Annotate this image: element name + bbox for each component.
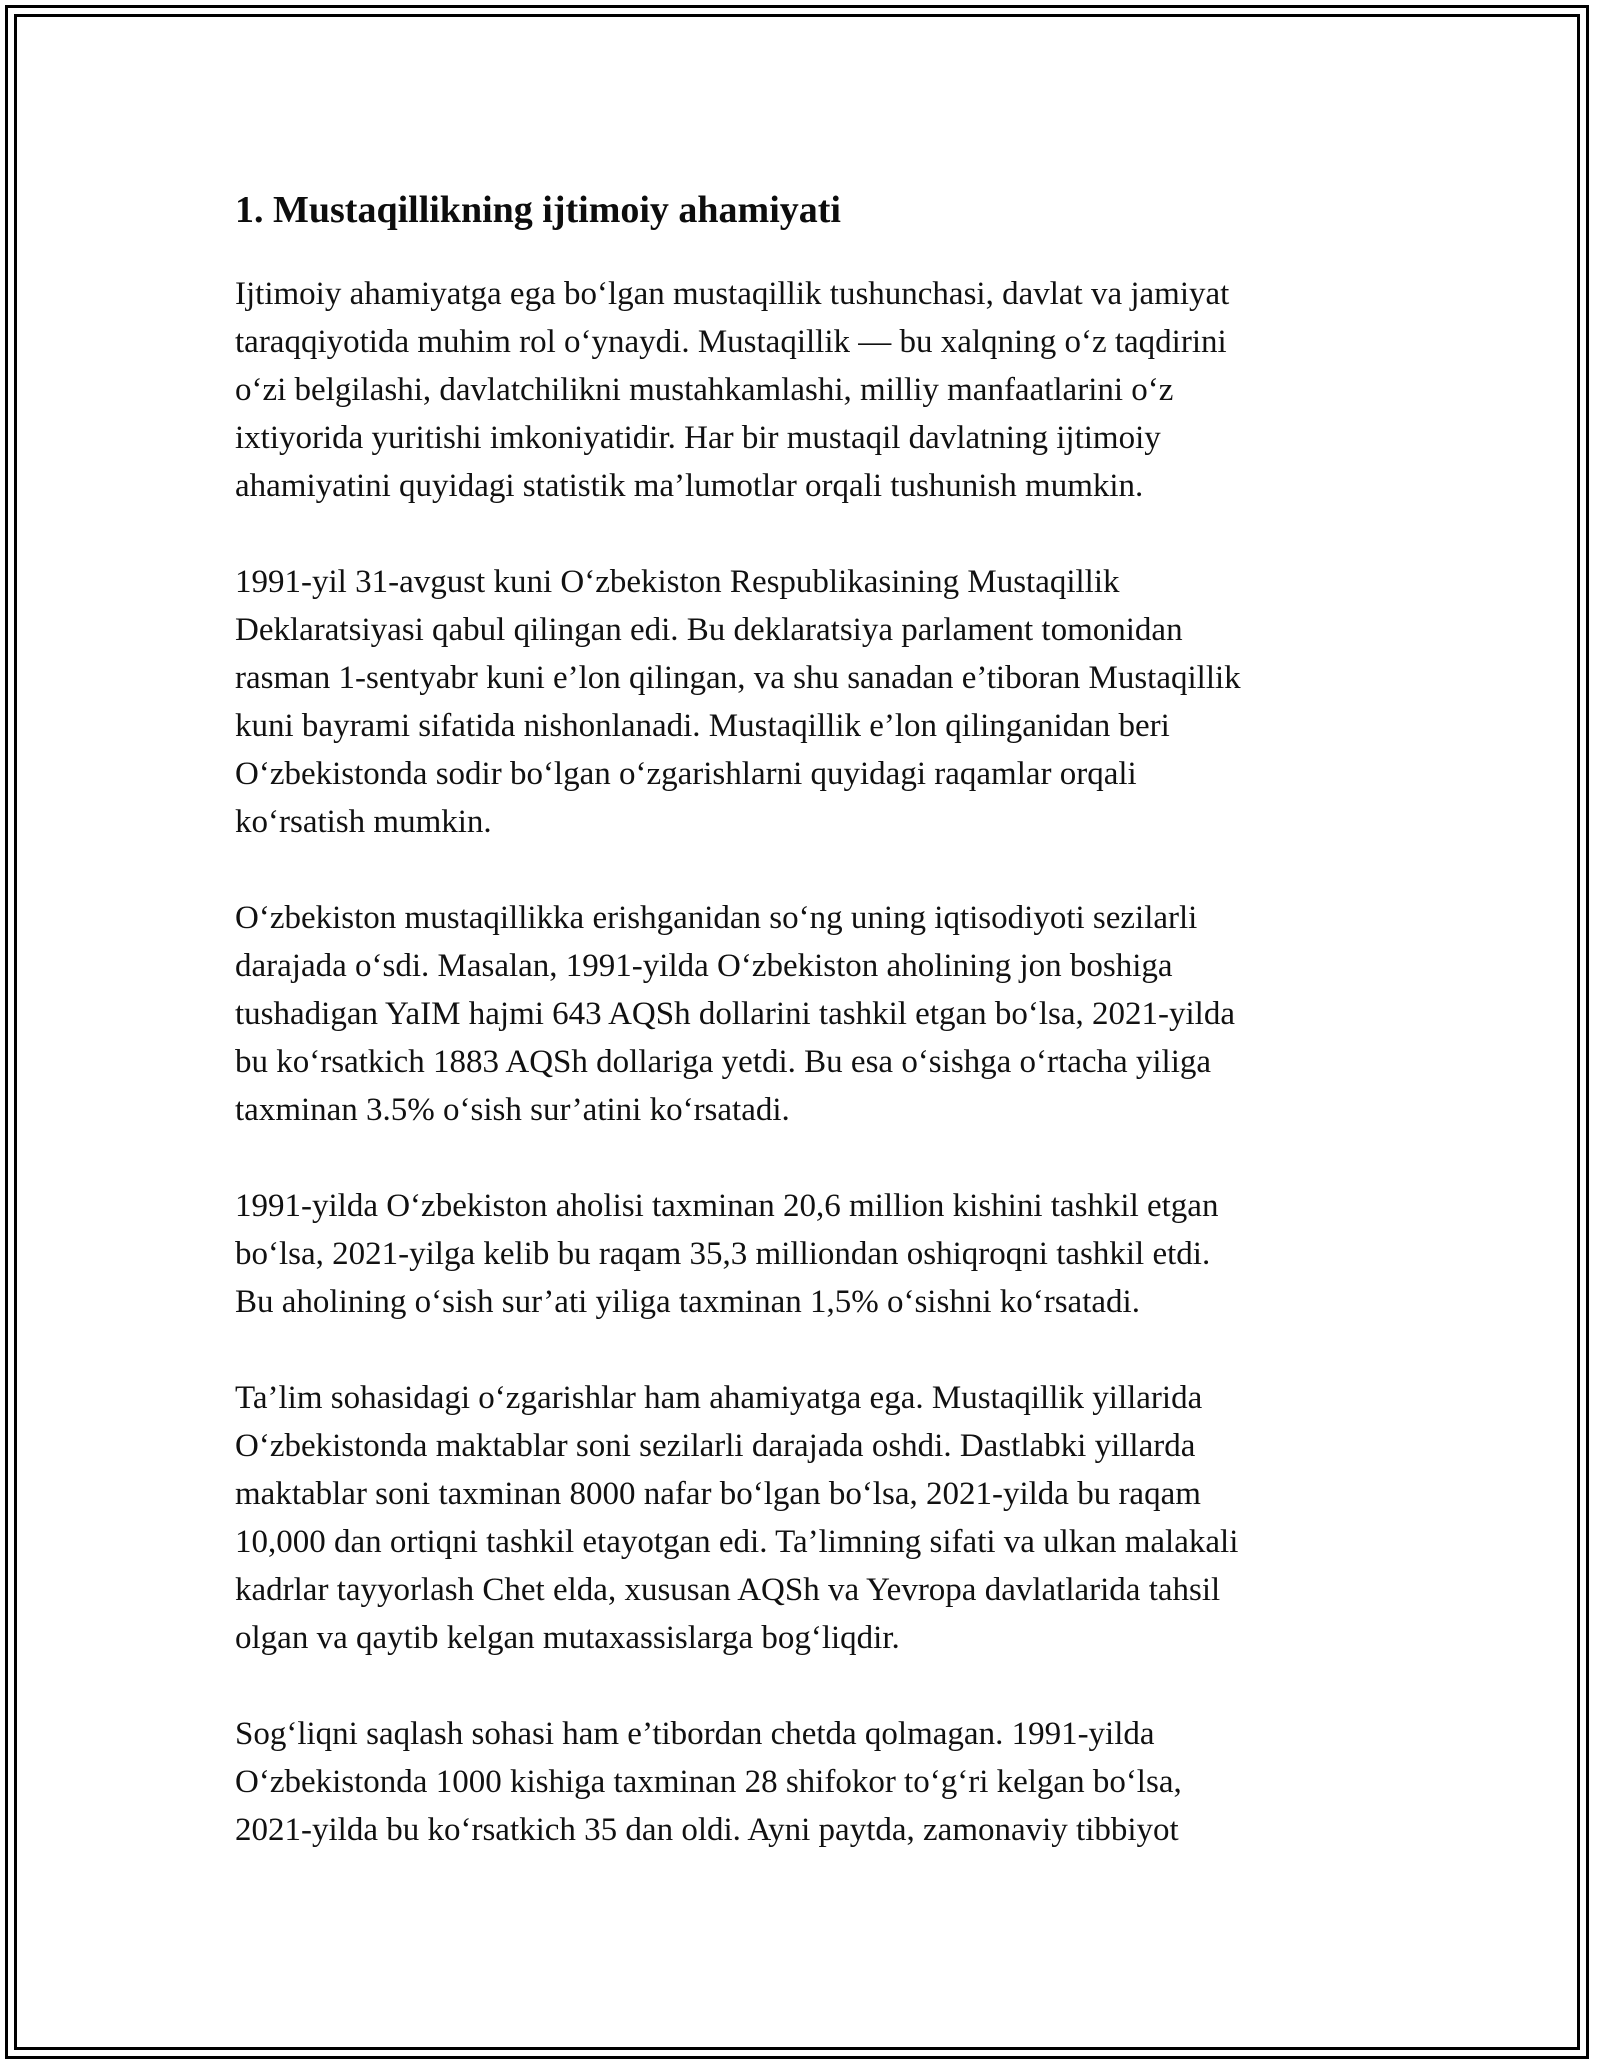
- text-line: Deklaratsiyasi qabul qilingan edi. Bu deklaratsiya parlament tomonidan: [235, 612, 1183, 648]
- text-line: bo‘lsa, 2021-yilga kelib bu raqam 35,3 milliondan oshiqroqni tashkil etdi.: [235, 1236, 1211, 1272]
- text-line: 2021-yilda bu ko‘rsatkich 35 dan oldi. Ayni paytda, zamonaviy tibbiyot: [235, 1812, 1179, 1848]
- text-line: tushadigan YaIM hajmi 643 AQSh dollarini tashkil etgan bo‘lsa, 2021-yilda: [235, 996, 1235, 1032]
- text-line: Sog‘liqni saqlash sohasi ham e’tibordan chetda qolmagan. 1991-yilda: [235, 1716, 1155, 1752]
- text-line: ahamiyatini quyidagi statistik ma’lumotlar orqali tushunish mumkin.: [235, 468, 1144, 504]
- text-line: 10,000 dan ortiqni tashkil etayotgan edi. Ta’limning sifati va ulkan malakali: [235, 1524, 1239, 1560]
- paragraph-education: [235, 1374, 1375, 1662]
- document-body: [235, 184, 1375, 1902]
- text-line: O‘zbekiston mustaqillikka erishganidan so‘ng uning iqtisodiyoti sezilarli: [235, 900, 1198, 936]
- section-title: 1. Mustaqillikning ijtimoiy ahamiyati: [235, 189, 841, 231]
- text-line: bu ko‘rsatkich 1883 AQSh dollariga yetdi. Bu esa o‘sishga o‘rtacha yiliga: [235, 1044, 1212, 1080]
- text-line: O‘zbekistonda sodir bo‘lgan o‘zgarishlarni quyidagi raqamlar orqali: [235, 756, 1137, 792]
- text-line: rasman 1-sentyabr kuni e’lon qilingan, va shu sanadan e’tiboran Mustaqillik: [235, 660, 1241, 696]
- text-line: Ta’lim sohasidagi o‘zgarishlar ham ahamiyatga ega. Mustaqillik yillarida: [235, 1380, 1203, 1416]
- text-line: maktablar soni taxminan 8000 nafar bo‘lgan bo‘lsa, 2021-yilda bu raqam: [235, 1476, 1201, 1512]
- text-line: 1991-yilda O‘zbekiston aholisi taxminan 20,6 million kishini tashkil etgan: [235, 1188, 1219, 1224]
- paragraph-population: [235, 1182, 1375, 1326]
- paragraph-intro: [235, 270, 1375, 510]
- text-line: Ijtimoiy ahamiyatga ega bo‘lgan mustaqillik tushunchasi, davlat va jamiyat: [235, 276, 1230, 312]
- text-line: darajada o‘sdi. Masalan, 1991-yilda O‘zbekiston aholining jon boshiga: [235, 948, 1173, 984]
- text-line: taxminan 3.5% o‘sish sur’atini ko‘rsatadi.: [235, 1092, 790, 1128]
- paragraph-economy: [235, 894, 1375, 1134]
- text-line: olgan va qaytib kelgan mutaxassislarga bog‘liqdir.: [235, 1620, 900, 1656]
- text-line: kadrlar tayyorlash Chet elda, xususan AQSh va Yevropa davlatlarida tahsil: [235, 1572, 1221, 1608]
- paragraph-declaration: [235, 558, 1375, 846]
- text-line: O‘zbekistonda maktablar soni sezilarli darajada oshdi. Dastlabki yillarda: [235, 1428, 1196, 1464]
- text-line: 1991-yil 31-avgust kuni O‘zbekiston Respublikasining Mustaqillik: [235, 564, 1120, 600]
- text-line: taraqqiyotida muhim rol o‘ynaydi. Mustaqillik — bu xalqning o‘z taqdirini: [235, 324, 1227, 360]
- text-line: ixtiyorida yuritishi imkoniyatidir. Har bir mustaqil davlatning ijtimoiy: [235, 420, 1161, 456]
- paragraph-healthcare: [235, 1710, 1375, 1854]
- text-line: ko‘rsatish mumkin.: [235, 804, 492, 840]
- text-line: Bu aholining o‘sish sur’ati yiliga taxminan 1,5% o‘sishni ko‘rsatadi.: [235, 1284, 1140, 1320]
- text-line: kuni bayrami sifatida nishonlanadi. Mustaqillik e’lon qilinganidan beri: [235, 708, 1170, 744]
- text-line: o‘zi belgilashi, davlatchilikni mustahkamlashi, milliy manfaatlarini o‘z: [235, 372, 1174, 408]
- text-line: O‘zbekistonda 1000 kishiga taxminan 28 shifokor to‘g‘ri kelgan bo‘lsa,: [235, 1764, 1182, 1800]
